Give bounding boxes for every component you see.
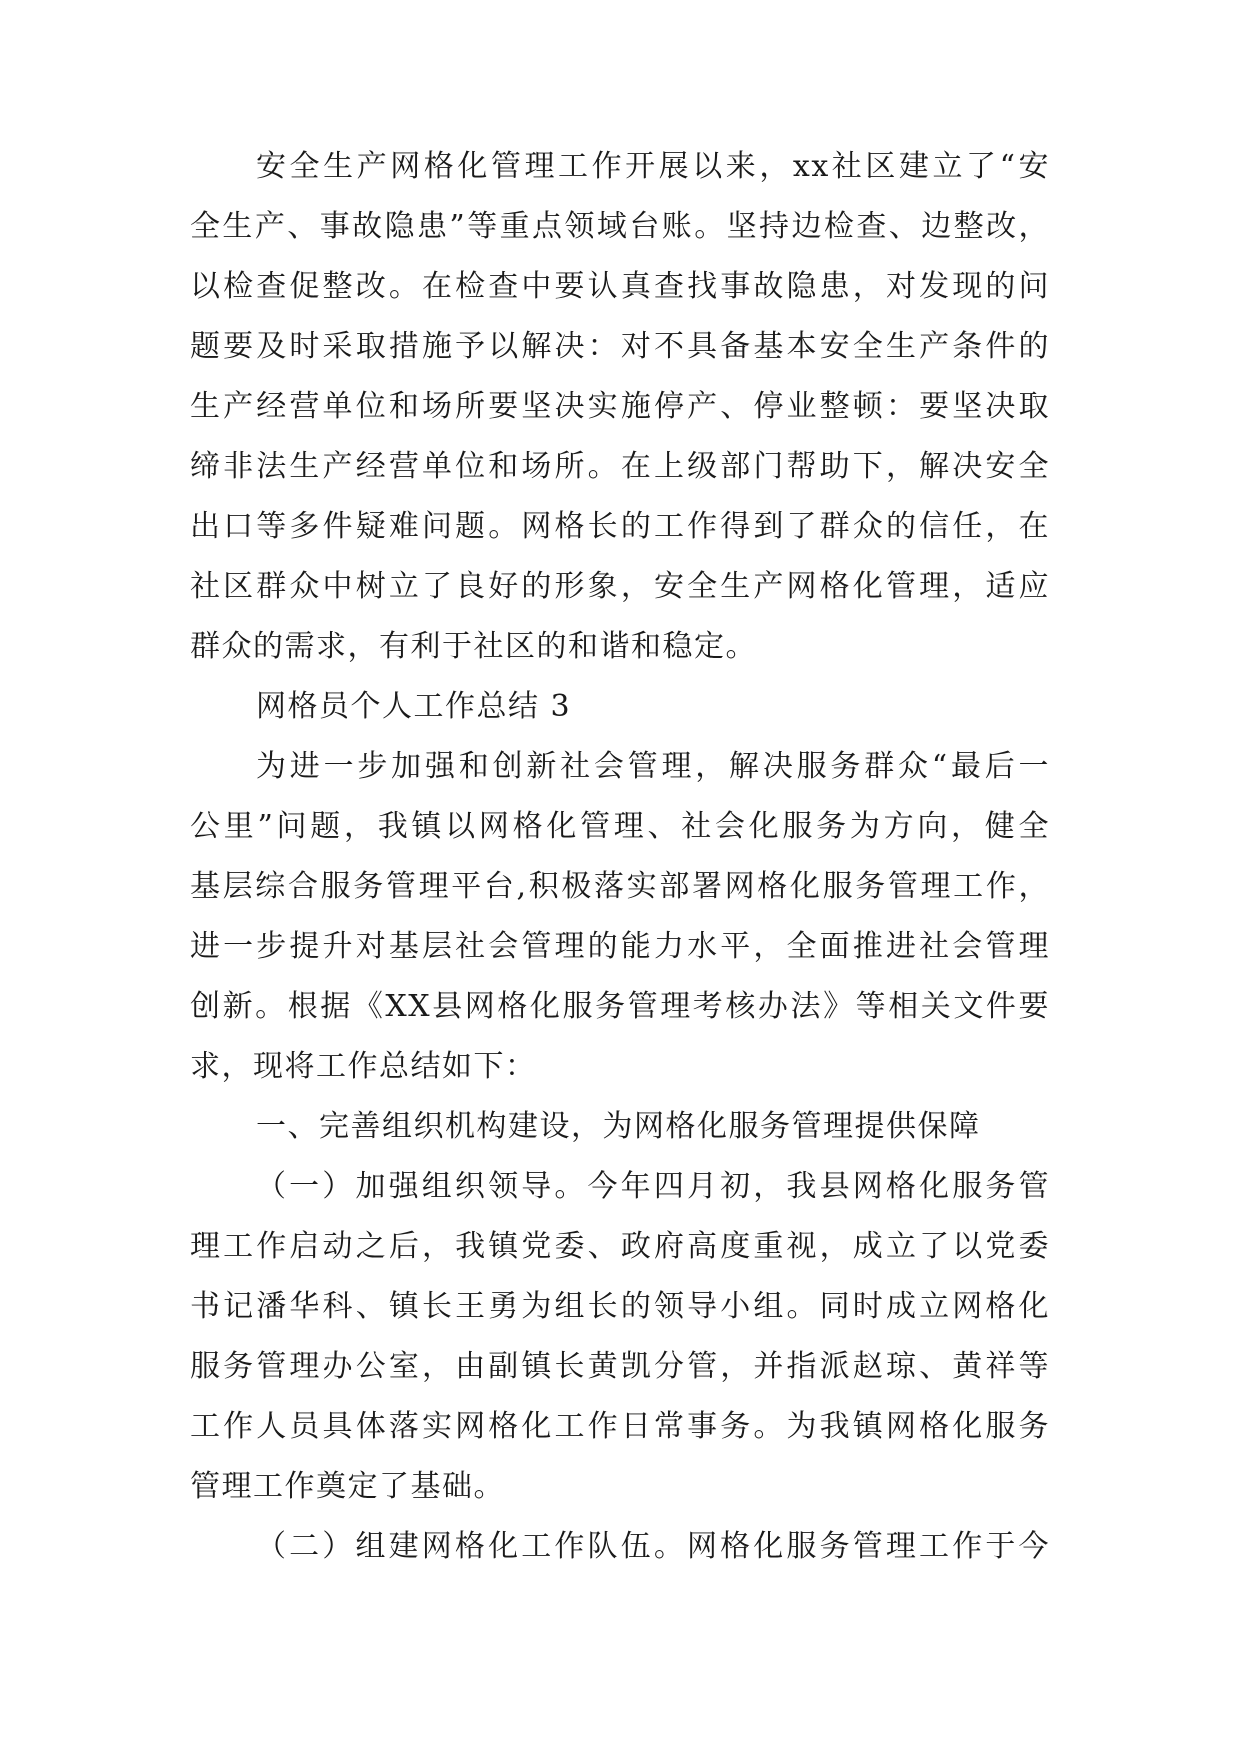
- paragraph-1-line-3: 以检查促整改。在检查中要认真查找事故隐患，对发现的问: [190, 269, 1050, 304]
- paragraph-1-line-7: 出口等多件疑难问题。网格长的工作得到了群众的信任，在: [190, 509, 1050, 544]
- section-heading: 网格员个人工作总结 3: [256, 689, 572, 724]
- paragraph-1-line-6: 缔非法生产经营单位和场所。在上级部门帮助下，解决安全: [190, 449, 1050, 484]
- paragraph-3-line-2: 理工作启动之后，我镇党委、政府高度重视，成立了以党委: [190, 1229, 1050, 1264]
- paragraph-3-line-1: （一）加强组织领导。今年四月初，我县网格化服务管: [256, 1169, 1050, 1204]
- paragraph-3-line-4: 服务管理办公室，由副镇长黄凯分管，并指派赵琼、黄祥等: [190, 1349, 1050, 1384]
- paragraph-1-line-8: 社区群众中树立了良好的形象，安全生产网格化管理，适应: [190, 569, 1050, 604]
- paragraph-1-line-4: 题要及时采取措施予以解决：对不具备基本安全生产条件的: [190, 329, 1050, 364]
- paragraph-2-line-6: 求，现将工作总结如下：: [190, 1049, 537, 1084]
- paragraph-2-line-3: 基层综合服务管理平台,积极落实部署网格化服务管理工作，: [190, 869, 1050, 904]
- paragraph-2-line-1: 为进一步加强和创新社会管理，解决服务群众“最后一: [256, 749, 1050, 784]
- subsection-heading-1: 一、完善组织机构建设，为网格化服务管理提供保障: [256, 1109, 981, 1144]
- paragraph-3-line-5: 工作人员具体落实网格化工作日常事务。为我镇网格化服务: [190, 1409, 1050, 1444]
- paragraph-1-line-2: 全生产、事故隐患”等重点领域台账。坚持边检查、边整改，: [190, 209, 1050, 244]
- paragraph-2-line-5: 创新。根据《XX县网格化服务管理考核办法》等相关文件要: [190, 989, 1050, 1024]
- paragraph-1-line-9: 群众的需求，有利于社区的和谐和稳定。: [190, 629, 757, 664]
- paragraph-2-line-4: 进一步提升对基层社会管理的能力水平，全面推进社会管理: [190, 929, 1050, 964]
- paragraph-3-line-3: 书记潘华科、镇长王勇为组长的领导小组。同时成立网格化: [190, 1289, 1050, 1324]
- paragraph-2-line-2: 公里”问题，我镇以网格化管理、社会化服务为方向，健全: [190, 809, 1050, 844]
- paragraph-1-line-1: 安全生产网格化管理工作开展以来，xx社区建立了“安: [256, 149, 1050, 184]
- paragraph-1-line-5: 生产经营单位和场所要坚决实施停产、停业整顿：要坚决取: [190, 389, 1050, 424]
- paragraph-3-line-6: 管理工作奠定了基础。: [190, 1469, 505, 1504]
- paragraph-4-line-1: （二）组建网格化工作队伍。网格化服务管理工作于今: [256, 1529, 1050, 1564]
